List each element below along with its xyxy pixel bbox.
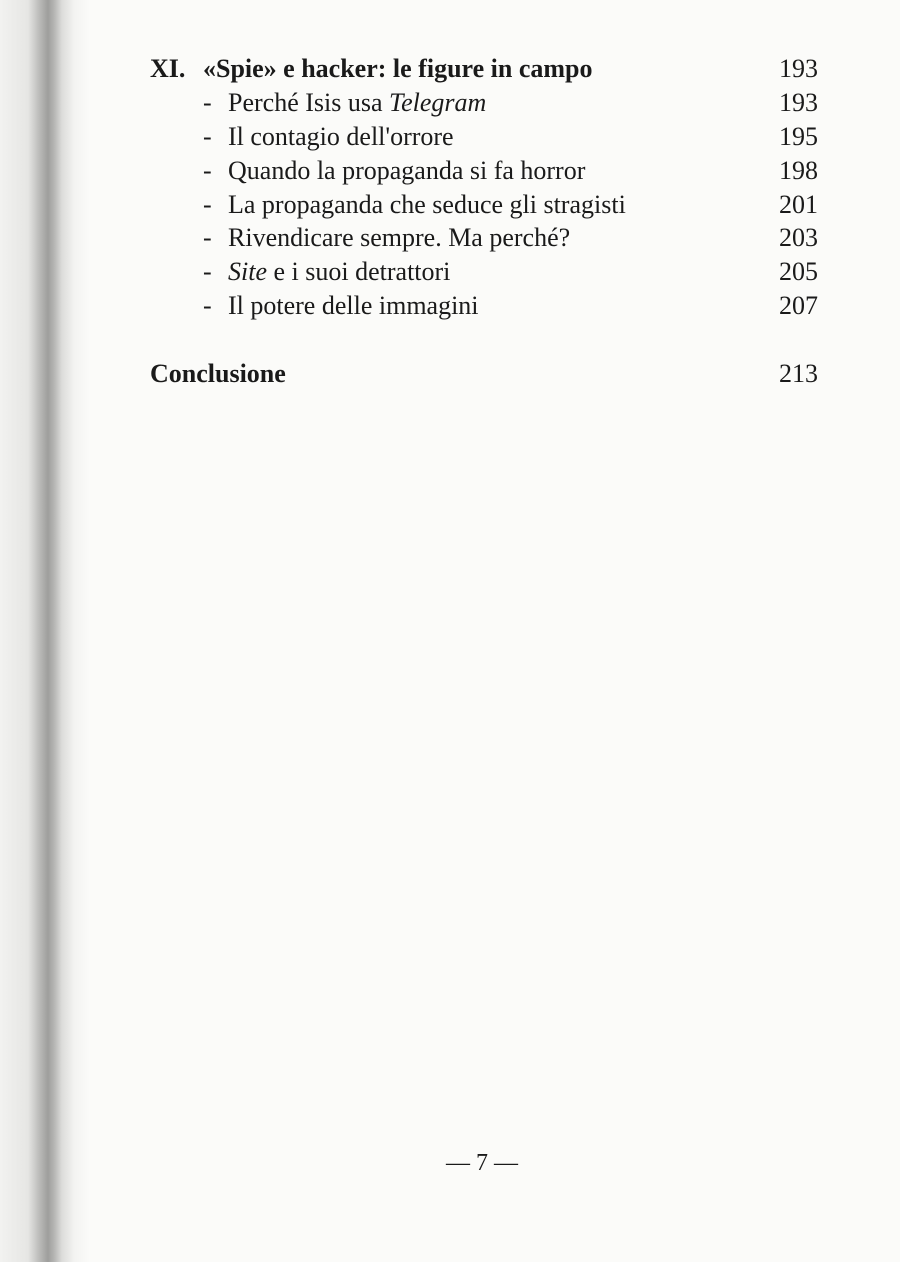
entry-page: 203 bbox=[779, 223, 818, 252]
entry-page: 195 bbox=[779, 122, 818, 151]
toc-entry bbox=[0, 154, 900, 188]
conclusion-title: Conclusione bbox=[150, 359, 286, 388]
toc-entry bbox=[0, 86, 900, 120]
toc-entry bbox=[0, 255, 900, 289]
entry-dash: - bbox=[203, 223, 212, 252]
toc-entry bbox=[0, 289, 900, 323]
entry-dash: - bbox=[203, 122, 212, 151]
entry-page: 193 bbox=[779, 88, 818, 117]
entry-title: Il contagio dell'orrore bbox=[228, 122, 454, 151]
entry-title: Site e i suoi detrattori bbox=[228, 257, 451, 286]
entry-dash: - bbox=[203, 156, 212, 185]
page-number: — 7 — bbox=[446, 1150, 518, 1176]
entry-title: Rivendicare sempre. Ma perché? bbox=[228, 223, 571, 252]
toc-chapter-row bbox=[0, 52, 900, 86]
entry-dash: - bbox=[203, 88, 212, 117]
entry-title: Il potere delle immagini bbox=[228, 291, 479, 320]
entry-dash: - bbox=[203, 291, 212, 320]
entry-dash: - bbox=[203, 190, 212, 219]
toc-entry bbox=[0, 221, 900, 255]
entry-dash: - bbox=[203, 257, 212, 286]
entry-page: 198 bbox=[779, 156, 818, 185]
entry-title: Quando la propaganda si fa horror bbox=[228, 156, 586, 185]
chapter-number: XI. bbox=[150, 54, 186, 83]
entry-title: La propaganda che seduce gli stragisti bbox=[228, 190, 626, 219]
toc-entry bbox=[0, 120, 900, 154]
chapter-title: «Spie» e hacker: le figure in campo bbox=[203, 54, 593, 83]
conclusion-page: 213 bbox=[779, 359, 818, 388]
entry-title: Perché Isis usa Telegram bbox=[228, 88, 487, 117]
toc-entry bbox=[0, 188, 900, 222]
entry-page: 207 bbox=[779, 291, 818, 320]
entry-page: 201 bbox=[779, 190, 818, 219]
chapter-page: 193 bbox=[779, 54, 818, 83]
entry-page: 205 bbox=[779, 257, 818, 286]
toc-conclusion-row bbox=[0, 357, 900, 391]
